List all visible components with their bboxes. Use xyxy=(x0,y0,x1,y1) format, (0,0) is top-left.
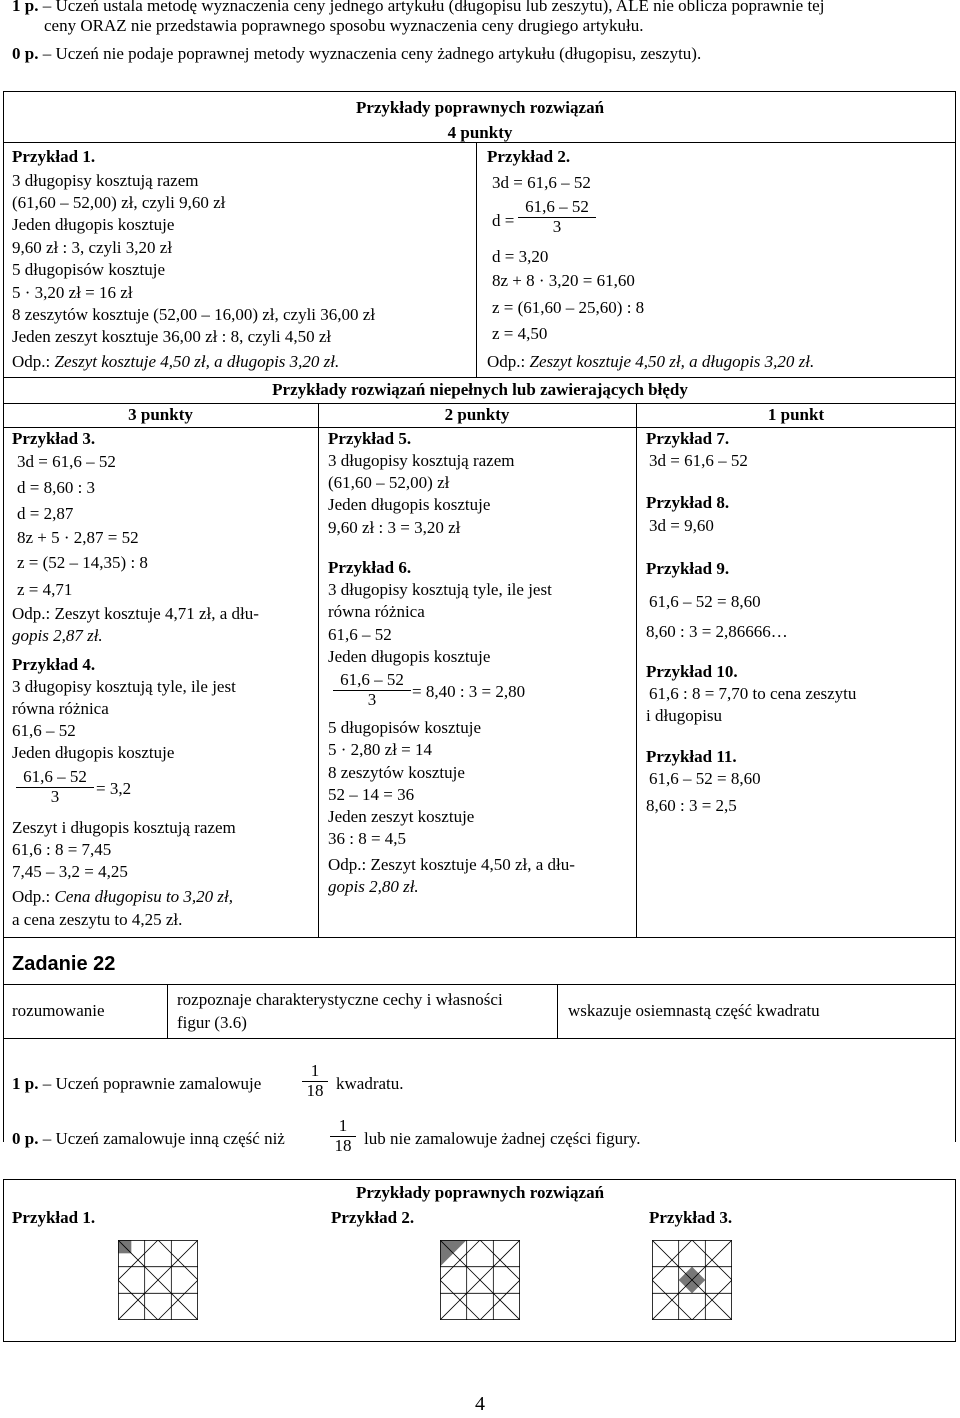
example-3-title: Przykład 3. xyxy=(12,429,96,448)
example-5-title: Przykład 5. xyxy=(328,429,412,448)
task-22-score-1p-fraction: $\frac{1}{18}$ xyxy=(302,1062,328,1101)
example-6-fraction-rhs: = 8,40 : 3 = 2,80 xyxy=(412,682,526,701)
example-1-line: 9,60 zł : 3, czyli 3,20 zł xyxy=(12,238,173,257)
criteria-skill: rozumowanie xyxy=(12,1001,105,1020)
example-3-line: z = 4,71 xyxy=(17,580,73,599)
example-11-line: 61,6 – 52 = 8,60 xyxy=(649,769,761,788)
example-10-title: Przykład 10. xyxy=(646,662,738,681)
criteria-requirement-l1: rozpoznaje charakterystyczne cechy i własności xyxy=(177,990,503,1009)
example-6-line: równa różnica xyxy=(328,602,425,621)
example-6-line: Jeden zeszyt kosztuje xyxy=(328,807,475,826)
example-4-line: Jeden długopis kosztuje xyxy=(12,743,175,762)
task-22-score-1p-end: kwadratu. xyxy=(336,1074,404,1093)
partial-section-title: Przykłady rozwiązań niepełnych lub zawierających błędy xyxy=(272,380,688,399)
example-6-line: 36 : 8 = 4,5 xyxy=(328,829,407,848)
example-1-line: (61,60 – 52,00) zł, czyli 9,60 zł xyxy=(12,193,226,212)
example-1-line: 3 długopisy kosztują razem xyxy=(12,171,199,190)
example-1-line: 5 długopisów kosztuje xyxy=(12,260,165,279)
example-6-line: 52 – 14 = 36 xyxy=(328,785,415,804)
example-1-title: Przykład 1. xyxy=(12,147,96,166)
example-4-line: Zeszyt i długopis kosztują razem xyxy=(12,818,236,837)
example-3-line: 3d = 61,6 – 52 xyxy=(17,452,116,471)
example-8-line: 3d = 9,60 xyxy=(649,516,714,535)
example-1-line: 5 · 3,20 zł = 16 zł xyxy=(12,283,133,302)
example-4-title: Przykład 4. xyxy=(12,655,96,674)
example-4-fraction: $\frac{61,6 - 52}{3}$ xyxy=(16,768,94,807)
col-header-3-points: 3 punkty xyxy=(128,405,193,424)
example-9-title: Przykład 9. xyxy=(646,559,730,578)
example-4-line: 61,6 : 8 = 7,45 xyxy=(12,840,112,859)
example-6-fraction: $\frac{61,6 - 52}{3}$ xyxy=(333,671,411,710)
example-3-line: d = 8,60 : 3 xyxy=(17,478,96,497)
example-6-line: 5 · 2,80 zł = 14 xyxy=(328,740,433,759)
example-3-answer-cont: gopis 2,87 zł. xyxy=(12,626,103,645)
example-3-shaded-square-figure xyxy=(652,1240,732,1320)
example-5-line: (61,60 – 52,00) zł xyxy=(328,473,450,492)
example-2-line: d = xyxy=(492,211,515,230)
example-3-line: z = (52 – 14,35) : 8 xyxy=(17,553,148,572)
example-4-fraction-rhs: = 3,2 xyxy=(96,779,132,798)
example-4-line: 3 długopisy kosztują tyle, ile jest xyxy=(12,677,236,696)
example-4-line: 61,6 – 52 xyxy=(12,721,76,740)
task-22-example-2-title: Przykład 2. xyxy=(331,1208,415,1227)
example-6-line: Jeden długopis kosztuje xyxy=(328,647,491,666)
example-7-line: 3d = 61,6 – 52 xyxy=(649,451,748,470)
task-22-example-3-title: Przykład 3. xyxy=(649,1208,733,1227)
example-2-line: z = 4,50 xyxy=(492,324,548,343)
example-6-line: 3 długopisy kosztują tyle, ile jest xyxy=(328,580,552,599)
example-8-title: Przykład 8. xyxy=(646,493,730,512)
example-9-line: 61,6 – 52 = 8,60 xyxy=(649,592,761,611)
example-4-answer: Odp.: Cena długopisu to 3,20 zł, xyxy=(12,887,234,906)
col-header-1-point: 1 punkt xyxy=(767,405,825,424)
score-1p-line1: 1 p. – Uczeń ustala metodę wyznaczenia ceny jednego artykułu (długopisu lub zeszytu), ALE nie oblicza poprawnie tej xyxy=(12,0,825,15)
example-1-shaded-square-figure xyxy=(118,1240,198,1320)
example-3-line: 8z + 5 · 2,87 = 52 xyxy=(17,528,139,547)
example-7-title: Przykład 7. xyxy=(646,429,730,448)
example-1-line: 8 zeszytów kosztuje (52,00 – 16,00) zł, czyli 36,00 zł xyxy=(12,305,376,324)
example-4-answer-cont: a cena zeszytu to 4,25 zł. xyxy=(12,910,183,929)
example-1-line: Jeden długopis kosztuje xyxy=(12,215,175,234)
example-6-line: 8 zeszytów kosztuje xyxy=(328,763,465,782)
example-3-answer: Odp.: Zeszyt kosztuje 4,71 zł, a dłu- xyxy=(12,604,259,623)
example-6-answer: Odp.: Zeszyt kosztuje 4,50 zł, a dłu- xyxy=(328,855,575,874)
example-4-line: 7,45 – 3,2 = 4,25 xyxy=(12,862,128,881)
example-1-answer: Odp.: Zeszyt kosztuje 4,50 zł, a długopis 3,20 zł. xyxy=(12,352,340,371)
example-5-line: 9,60 zł : 3 = 3,20 zł xyxy=(328,518,461,537)
criteria-requirement-l2: figur (3.6) xyxy=(177,1013,247,1032)
task-22-heading: Zadanie 22 xyxy=(12,953,116,975)
example-2-title: Przykład 2. xyxy=(487,147,571,166)
example-6-answer-cont: gopis 2,80 zł. xyxy=(328,877,419,896)
example-2-answer: Odp.: Zeszyt kosztuje 4,50 zł, a długopis 3,20 zł. xyxy=(487,352,815,371)
task-22-score-0p-end: lub nie zamalowuje żadnej części figury. xyxy=(364,1129,641,1148)
example-10-line: i długopisu xyxy=(646,706,723,725)
example-1-line: Jeden zeszyt kosztuje 36,00 zł : 8, czyli 4,50 zł xyxy=(12,327,332,346)
example-5-line: 3 długopisy kosztują razem xyxy=(328,451,515,470)
correct-section-title: Przykłady poprawnych rozwiązań xyxy=(355,98,605,117)
example-2-line: 8z + 8 · 3,20 = 61,60 xyxy=(492,271,635,290)
score-1p-line2: ceny ORAZ nie przedstawia poprawnego sposobu wyznaczenia ceny drugiego artykułu. xyxy=(44,16,644,35)
page-number: 4 xyxy=(475,1393,485,1415)
example-10-line: 61,6 : 8 = 7,70 to cena zeszytu xyxy=(649,684,857,703)
example-3-line: d = 2,87 xyxy=(17,504,74,523)
example-2-shaded-square-figure xyxy=(440,1240,520,1320)
example-6-line: 5 długopisów kosztuje xyxy=(328,718,481,737)
col-header-2-points: 2 punkty xyxy=(444,405,510,424)
task-22-score-0p: 0 p. – Uczeń zamalowuje inną część niż xyxy=(12,1129,285,1148)
example-4-line: równa różnica xyxy=(12,699,109,718)
correct-section-points: 4 punkty xyxy=(447,123,513,142)
task-22-examples-title: Przykłady poprawnych rozwiązań xyxy=(355,1183,605,1202)
example-11-line: 8,60 : 3 = 2,5 xyxy=(646,796,737,815)
score-0p-line: 0 p. – Uczeń nie podaje poprawnej metody wyznaczenia ceny żadnego artykułu (długopisu, zeszytu). xyxy=(12,44,702,63)
task-22-score-1p: 1 p. – Uczeń poprawnie zamalowuje xyxy=(12,1074,262,1093)
example-2-line: z = (61,60 – 25,60) : 8 xyxy=(492,298,645,317)
example-2-line: d = 3,20 xyxy=(492,247,549,266)
example-5-line: Jeden długopis kosztuje xyxy=(328,495,491,514)
criteria-description: wskazuje osiemnastą część kwadratu xyxy=(568,1001,820,1020)
example-6-title: Przykład 6. xyxy=(328,558,412,577)
example-2-fraction: $\frac{61,6 - 52}{3}$ xyxy=(518,198,596,237)
example-6-line: 61,6 – 52 xyxy=(328,625,392,644)
example-11-title: Przykład 11. xyxy=(646,747,737,766)
example-2-line: 3d = 61,6 – 52 xyxy=(492,173,591,192)
task-22-example-1-title: Przykład 1. xyxy=(12,1208,96,1227)
example-9-line: 8,60 : 3 = 2,86666… xyxy=(646,622,788,641)
task-22-score-0p-fraction: $\frac{1}{18}$ xyxy=(330,1117,356,1156)
